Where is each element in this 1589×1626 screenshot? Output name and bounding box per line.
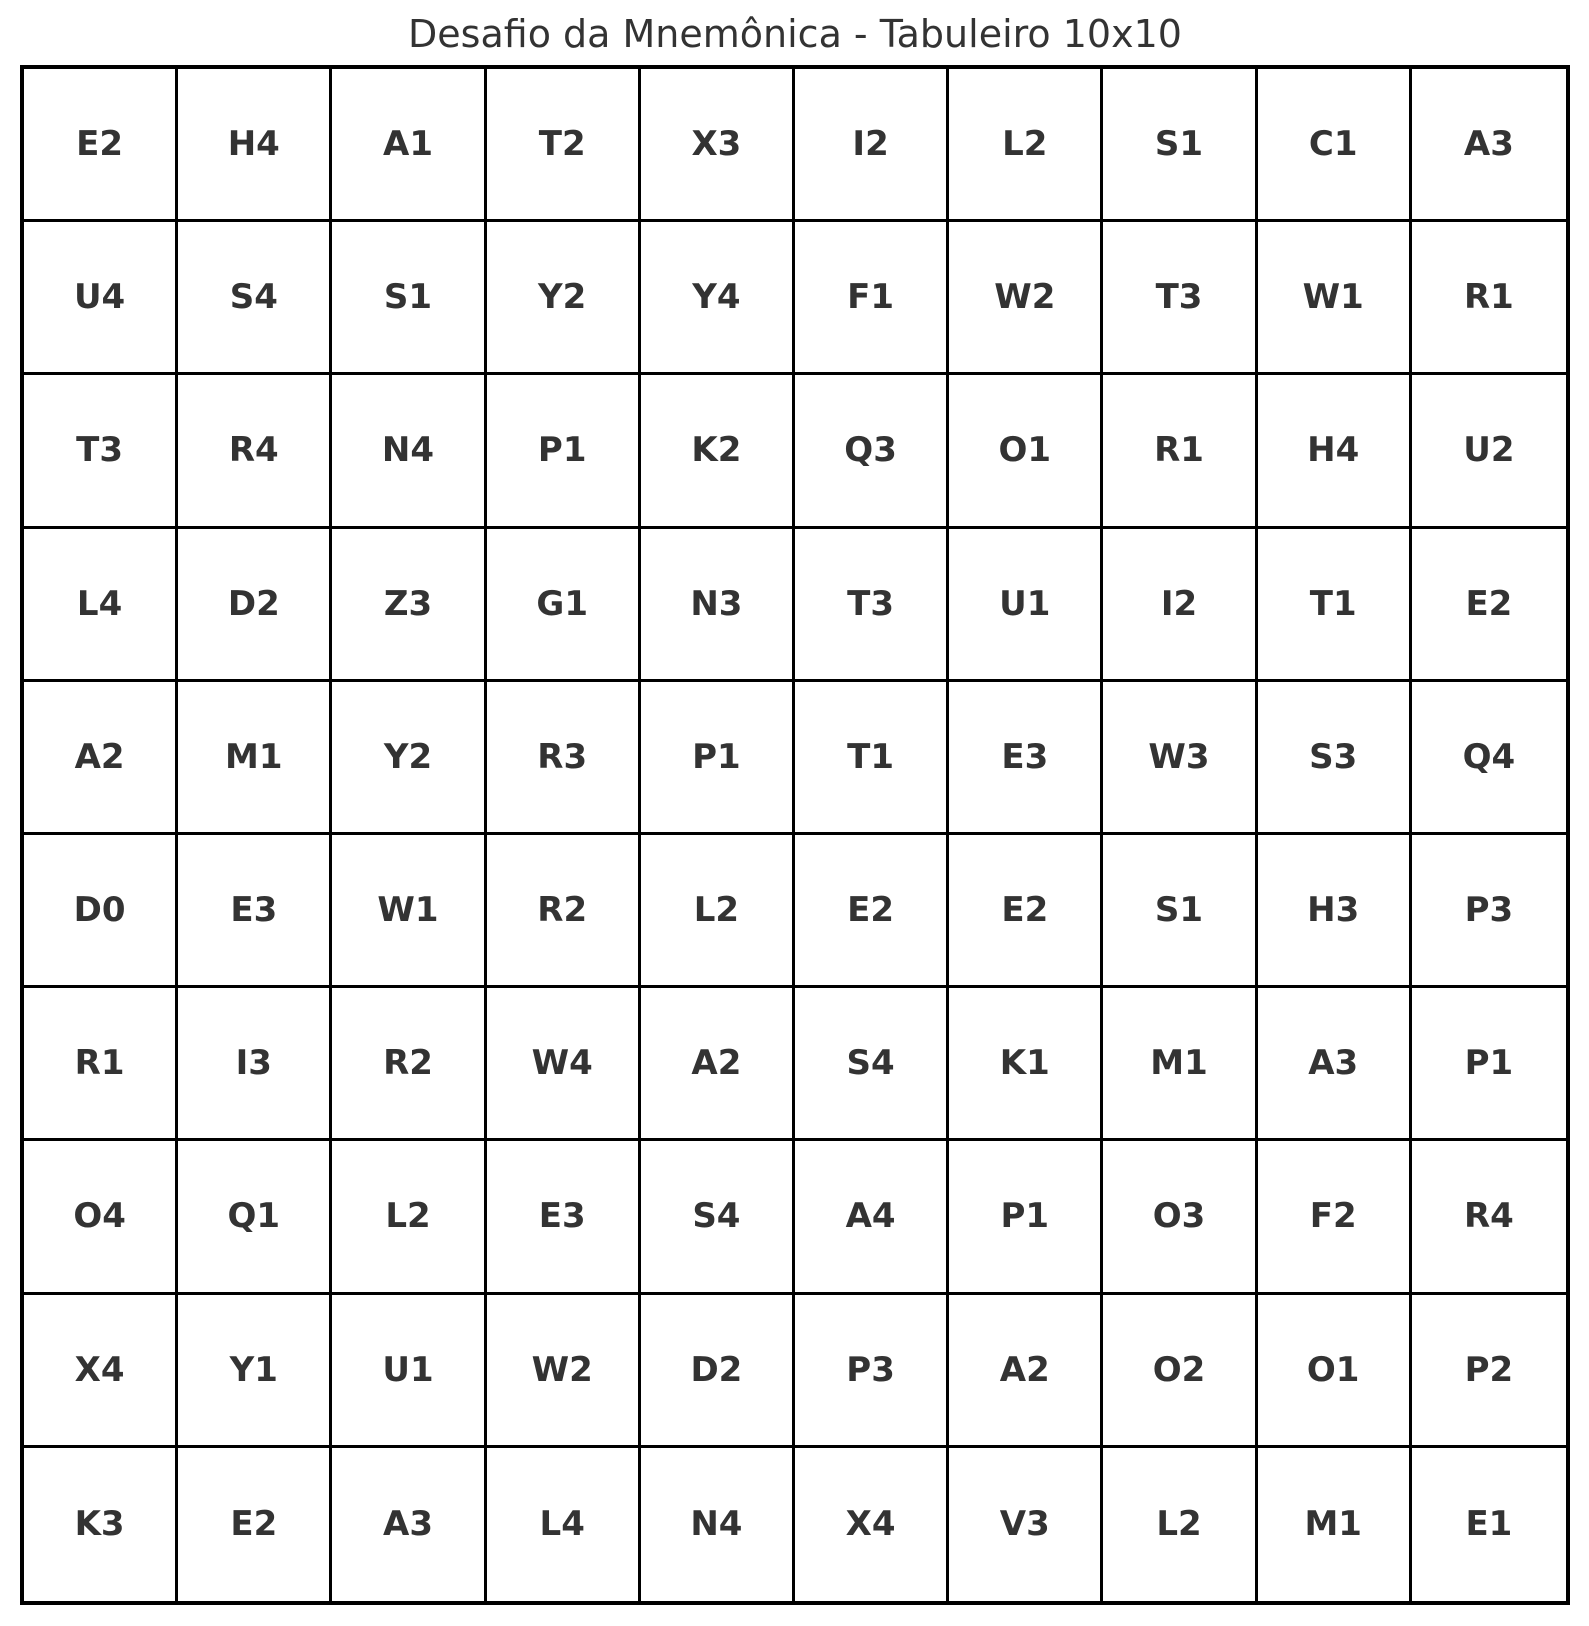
board-cell[interactable]: P1 <box>1412 988 1566 1141</box>
board-cell[interactable]: X4 <box>795 1448 949 1601</box>
page-title: Desafio da Mnemônica - Tabuleiro 10x10 <box>408 12 1182 56</box>
board-cell[interactable]: L2 <box>949 69 1103 222</box>
board-cell[interactable]: E2 <box>24 69 178 222</box>
board-cell[interactable]: T2 <box>487 69 641 222</box>
board-cell[interactable]: R4 <box>1412 1141 1566 1294</box>
board-cell[interactable]: Y2 <box>332 682 486 835</box>
board-cell[interactable]: U1 <box>332 1295 486 1448</box>
board-cell[interactable]: R2 <box>332 988 486 1141</box>
board-cell[interactable]: D2 <box>641 1295 795 1448</box>
board-cell[interactable]: R1 <box>1103 375 1257 528</box>
board-cell[interactable]: X4 <box>24 1295 178 1448</box>
board-cell[interactable]: T1 <box>795 682 949 835</box>
board-cell[interactable]: S4 <box>795 988 949 1141</box>
board-cell[interactable]: R4 <box>178 375 332 528</box>
board-grid <box>20 65 1570 1605</box>
board-cell[interactable]: P1 <box>487 375 641 528</box>
board-cell[interactable]: P1 <box>949 1141 1103 1294</box>
board-cell[interactable]: A1 <box>332 69 486 222</box>
board-cell[interactable]: H4 <box>178 69 332 222</box>
board-cell[interactable]: I2 <box>795 69 949 222</box>
board-cell[interactable]: D2 <box>178 529 332 682</box>
board-cell[interactable]: W1 <box>1258 222 1412 375</box>
board-cell[interactable]: O4 <box>24 1141 178 1294</box>
board-cell[interactable]: E3 <box>178 835 332 988</box>
board-cell[interactable]: Q3 <box>795 375 949 528</box>
board-cell[interactable]: I3 <box>178 988 332 1141</box>
board-cell[interactable]: A3 <box>332 1448 486 1601</box>
board-cell[interactable]: L2 <box>332 1141 486 1294</box>
board-cell[interactable]: F2 <box>1258 1141 1412 1294</box>
board-cell[interactable]: Q1 <box>178 1141 332 1294</box>
board-cell[interactable]: L4 <box>24 529 178 682</box>
board-cell[interactable]: T3 <box>24 375 178 528</box>
board-cell[interactable]: S1 <box>332 222 486 375</box>
board-cell[interactable]: D0 <box>24 835 178 988</box>
board-cell[interactable]: N4 <box>332 375 486 528</box>
board-cell[interactable]: A3 <box>1412 69 1566 222</box>
board-cell[interactable]: T3 <box>1103 222 1257 375</box>
board-cell[interactable]: Z3 <box>332 529 486 682</box>
board-cell[interactable]: L4 <box>487 1448 641 1601</box>
board-cell[interactable]: A4 <box>795 1141 949 1294</box>
board-cell[interactable]: N3 <box>641 529 795 682</box>
board-cell[interactable]: I2 <box>1103 529 1257 682</box>
board-cell[interactable]: P1 <box>641 682 795 835</box>
board-cell[interactable]: O2 <box>1103 1295 1257 1448</box>
board-cell[interactable]: L2 <box>641 835 795 988</box>
board-cell[interactable]: Y2 <box>487 222 641 375</box>
board-cell[interactable]: K3 <box>24 1448 178 1601</box>
board-cell[interactable]: M1 <box>1103 988 1257 1141</box>
board-cell[interactable]: A2 <box>24 682 178 835</box>
board-cell[interactable]: E2 <box>1412 529 1566 682</box>
board-cell[interactable]: H4 <box>1258 375 1412 528</box>
board-cell[interactable]: E2 <box>949 835 1103 988</box>
board-cell[interactable]: C1 <box>1258 69 1412 222</box>
board-cell[interactable]: O1 <box>1258 1295 1412 1448</box>
board-cell[interactable]: P3 <box>1412 835 1566 988</box>
board-cell[interactable]: O1 <box>949 375 1103 528</box>
board-cell[interactable]: S4 <box>178 222 332 375</box>
board-cell[interactable]: U1 <box>949 529 1103 682</box>
board-cell[interactable]: A3 <box>1258 988 1412 1141</box>
board-cell[interactable]: M1 <box>1258 1448 1412 1601</box>
board-cell[interactable]: Q4 <box>1412 682 1566 835</box>
board-cell[interactable]: S4 <box>641 1141 795 1294</box>
board-cell[interactable]: F1 <box>795 222 949 375</box>
board-cell[interactable]: R2 <box>487 835 641 988</box>
board-cell[interactable]: H3 <box>1258 835 1412 988</box>
board-cell[interactable]: K2 <box>641 375 795 528</box>
board-cell[interactable]: N4 <box>641 1448 795 1601</box>
board-cell[interactable]: T3 <box>795 529 949 682</box>
board-cell[interactable]: W2 <box>949 222 1103 375</box>
board-cell[interactable]: S3 <box>1258 682 1412 835</box>
board-cell[interactable]: T1 <box>1258 529 1412 682</box>
board-cell[interactable]: G1 <box>487 529 641 682</box>
board-cell[interactable]: E2 <box>795 835 949 988</box>
board-cell[interactable]: W2 <box>487 1295 641 1448</box>
board-cell[interactable]: Y4 <box>641 222 795 375</box>
board-cell[interactable]: X3 <box>641 69 795 222</box>
board-cell[interactable]: P3 <box>795 1295 949 1448</box>
board-cell[interactable]: E2 <box>178 1448 332 1601</box>
board-cell[interactable]: W4 <box>487 988 641 1141</box>
board-cell[interactable]: P2 <box>1412 1295 1566 1448</box>
board-cell[interactable]: A2 <box>641 988 795 1141</box>
board-cell[interactable]: R1 <box>24 988 178 1141</box>
board-cell[interactable]: W1 <box>332 835 486 988</box>
board-cell[interactable]: R3 <box>487 682 641 835</box>
board-cell[interactable]: A2 <box>949 1295 1103 1448</box>
board-cell[interactable]: E3 <box>949 682 1103 835</box>
board-cell[interactable]: R1 <box>1412 222 1566 375</box>
board-cell[interactable]: V3 <box>949 1448 1103 1601</box>
board-cell[interactable]: U2 <box>1412 375 1566 528</box>
board-cell[interactable]: S1 <box>1103 835 1257 988</box>
board-cell[interactable]: W3 <box>1103 682 1257 835</box>
board-cell[interactable]: L2 <box>1103 1448 1257 1601</box>
board-cell[interactable]: E1 <box>1412 1448 1566 1601</box>
board-cell[interactable]: U4 <box>24 222 178 375</box>
board-cell[interactable]: O3 <box>1103 1141 1257 1294</box>
board-cell[interactable]: Y1 <box>178 1295 332 1448</box>
board-cell[interactable]: K1 <box>949 988 1103 1141</box>
board-cell[interactable]: S1 <box>1103 69 1257 222</box>
board-cell[interactable]: E3 <box>487 1141 641 1294</box>
board-cell[interactable]: M1 <box>178 682 332 835</box>
